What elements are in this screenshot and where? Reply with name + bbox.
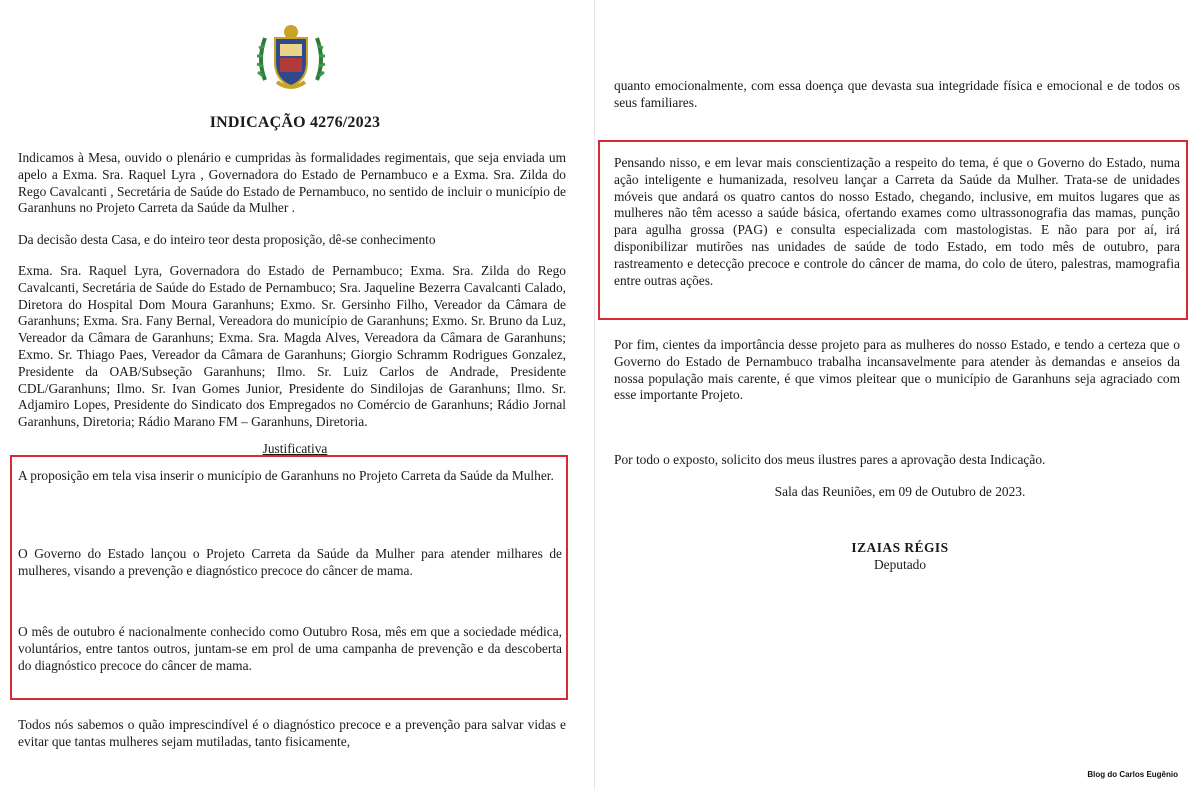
decision-paragraph: Da decisão desta Casa, e do inteiro teor desta proposição, dê-se conhecimento <box>18 232 436 247</box>
justification-paragraph-4: Todos nós sabemos o quão imprescindível é o diagnóstico precoce e a prevenção para salvar vidas e evitar que tantas mulheres sejam mutiladas, tanto fisicamente, <box>18 717 566 749</box>
left-page <box>0 0 590 790</box>
pernambuco-coat-of-arms-icon <box>255 20 327 94</box>
request-paragraph: Por todo o exposto, solicito dos meus ilustres pares a aprovação desta Indicação. <box>614 452 1046 467</box>
conclusion-paragraph: Por fim, cientes da importância desse projeto para as mulheres do nosso Estado, e tendo a certeza que o Governo do Estado de Pernambuco trabalha incansavelmente para atender às demandas e anseios da nossa população mais carente, é que vimos pleitear que o município de Garanhuns seja agraciado com esse importante Projeto. <box>614 337 1180 403</box>
page-divider <box>594 0 595 790</box>
intro-paragraph: Indicamos à Mesa, ouvido o plenário e cumpridas às formalidades regimentais, que seja enviada um apelo a Exma. Sra. Raquel Lyra , Governadora do Estado de Pernambuco e a Exma. Sra. Zilda do Rego Cavalcanti , Secretária de Saúde do Estado de Pernambuco, no sentido de incluir o município de Garanhuns no Projeto Carreta da Saúde da Mulher . <box>18 150 566 216</box>
right-page <box>600 0 1200 790</box>
signer-name: IZAIAS RÉGIS <box>851 540 949 555</box>
watermark-text: Blog do Carlos Eugênio <box>1087 770 1178 779</box>
continuation-paragraph: quanto emocionalmente, com essa doença que devasta sua integridade física e emocional e de todos os seus familiares. <box>614 78 1180 110</box>
justification-paragraph-2: O Governo do Estado lançou o Projeto Carreta da Saúde da Mulher para atender milhares de mulheres, visando a prevenção e diagnóstico precoce do câncer de mama. <box>18 546 562 578</box>
document-title: INDICAÇÃO 4276/2023 <box>209 114 381 131</box>
justification-heading: Justificativa <box>262 441 328 456</box>
justification-paragraph-3: O mês de outubro é nacionalmente conhecido como Outubro Rosa, mês em que a sociedade médica, voluntários, entre tantos outros, juntam-se em prol de uma campanha de prevenção e da descoberta do diagnóstico precoce do câncer de mama. <box>18 624 562 673</box>
signer-role: Deputado <box>873 557 927 572</box>
justification-paragraph-1: A proposição em tela visa inserir o município de Garanhuns no Projeto Carreta da Saúde da Mulher. <box>18 468 554 483</box>
governo-paragraph: Pensando nisso, e em levar mais conscientização a respeito do tema, é que o Governo do Estado, numa ação inteligente e humanizada, resolveu lançar a Carreta da Saúde da Mulher. Trata-se de unidades móveis que andará os quatro cantos do nosso Estado, chegando, inclusive, em muitos lugares que as mulheres não têm acesso a saúde básica, ofertando exames como ultrassonografia das mamas, punção para agulha grossa (PAG) e consulta especializada com mastologistas. E não para por aí, irá disponibilizar mutirões nas unidades de saúde de todo Estado, em todo mês de outubro, para rastreamento e detecção precoce e controle do câncer de mama, do colo de útero, palestras, mamografia entre outras ações. <box>614 155 1180 288</box>
place-date: Sala das Reuniões, em 09 de Outubro de 2023. <box>774 484 1026 499</box>
recipients-paragraph: Exma. Sra. Raquel Lyra, Governadora do Estado de Pernambuco; Exma. Sra. Zilda do Rego Cavalcanti, Secretária de Saúde do Estado de Pernambuco; Sra. Jaqueline Bezerra Cavalcanti Calado, Diretora do Hospital Dom Moura Garanhuns; Exmo. Sr. Gersinho Filho, Vereador da Câmara de Garanhuns; Exma. Sra. Fany Bernal, Vereadora do município de Garanhuns; Exmo. Sr. Bruno da Luz, Vereador da Câmara de Garanhuns; Exma. Sra. Magda Alves, Vereadora da Câmara de Garanhuns; Exmo. Sr. Thiago Paes, Vereador da Câmara de Garanhuns; Giorgio Schramm Rodrigues Gonzalez, Presidente da OAB/Subseção Garanhuns; Ilmo. Sr. Luiz Carlos de Andrade, Presidente CDL/Garanhuns; Ilmo. Sr. Ivan Gomes Junior, Presidente do Sindilojas de Garanhuns; Ilmo. Sr. Adjamiro Lopes, Presidente do Sindicato dos Empregados no Comércio de Garanhuns; Rádio Jornal Garanhuns, Diretoria; Rádio Marano FM – Garanhuns, Diretoria. <box>18 263 566 430</box>
